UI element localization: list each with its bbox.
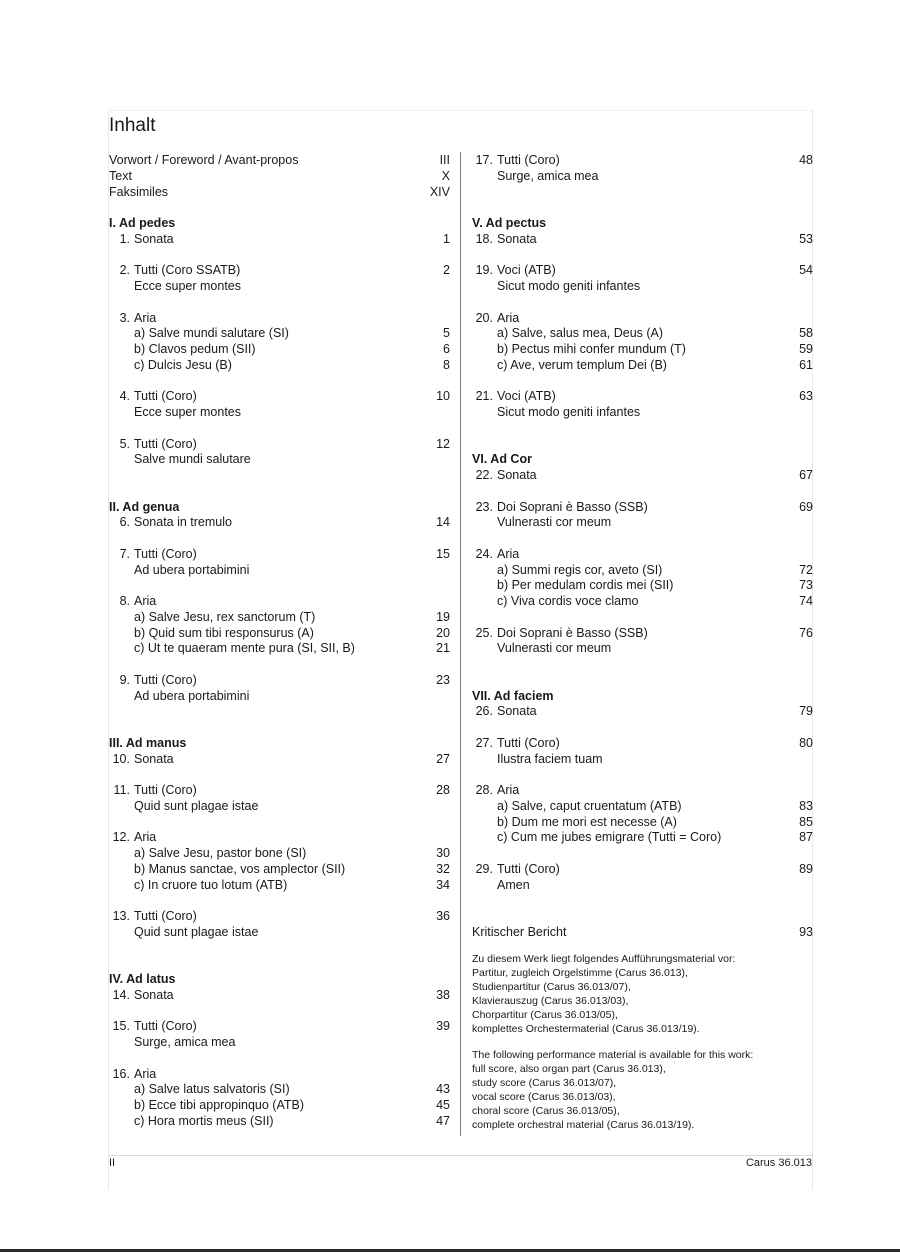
toc-entry-title: a) Salve, salus mea, Deus (A) <box>497 326 664 341</box>
toc-entry <box>109 987 450 1003</box>
footer-catalog-number: Carus 36.013 <box>745 1157 812 1169</box>
toc-entry <box>472 751 813 767</box>
toc-entry <box>109 672 450 688</box>
toc-entry-title: Tutti (Coro SSATB) <box>134 263 241 278</box>
toc-page-number: 47 <box>436 1113 450 1128</box>
toc-entry <box>109 625 450 641</box>
toc-entry-title: a) Salve Jesu, pastor bone (SI) <box>134 846 307 860</box>
toc-entry-number: 11. <box>113 783 130 797</box>
toc-page-number: III <box>439 153 450 167</box>
toc-entry-number: 27. <box>475 735 493 750</box>
toc-entry-title: Quid sunt plagae istae <box>134 924 259 939</box>
toc-entry <box>109 562 450 578</box>
toc-section-heading <box>472 215 813 231</box>
toc-entry-title: Sicut modo geniti infantes <box>497 405 641 419</box>
page-title: Inhalt <box>109 115 156 136</box>
performance-material-notes-en <box>472 1048 813 1132</box>
toc-entry-title: Kritischer Bericht <box>472 924 567 939</box>
toc-page-number: 14 <box>436 515 450 530</box>
toc-entry <box>472 546 813 562</box>
toc-page-number: 48 <box>799 153 813 167</box>
toc-entry-title: Tutti (Coro) <box>134 1019 197 1034</box>
toc-page-number: 12 <box>436 436 450 451</box>
toc-entry <box>109 1097 450 1113</box>
toc-page-number: 87 <box>799 830 813 845</box>
toc-page-number: 67 <box>799 468 813 482</box>
toc-page-number: 89 <box>799 861 813 876</box>
toc-entry-title: Sonata <box>134 987 174 1002</box>
toc-entry-title: b) Clavos pedum (SII) <box>134 342 256 356</box>
toc-entry-title: Sonata <box>497 704 537 719</box>
toc-section-title: VII. Ad faciem <box>472 688 554 703</box>
toc-page-number: XIV <box>429 184 450 199</box>
toc-entry-number: 8. <box>119 594 130 608</box>
note-line: The following performance material is available for this work: <box>472 1049 754 1061</box>
toc-entry <box>109 924 450 940</box>
note-line: choral score (Carus 36.013/05), <box>472 1105 620 1117</box>
toc-page-number: 69 <box>799 499 813 514</box>
toc-section-title: II. Ad genua <box>109 499 180 514</box>
toc-entry-title: b) Quid sum tibi responsurus (A) <box>134 625 314 640</box>
toc-entry <box>109 231 450 247</box>
toc-entry <box>109 798 450 814</box>
toc-entry <box>109 168 450 184</box>
toc-entry-number: 23. <box>475 499 493 514</box>
toc-section-heading <box>472 451 813 467</box>
toc-page-number: 74 <box>799 594 813 608</box>
toc-section-heading <box>109 735 450 751</box>
note-line: komplettes Orchestermaterial (Carus 36.013/19). <box>472 1023 700 1035</box>
toc-entry-title: Tutti (Coro) <box>134 909 197 923</box>
toc-entry-title: Vorwort / Foreword / Avant-propos <box>109 153 299 167</box>
footer-rule <box>108 1155 813 1156</box>
toc-entry <box>472 388 813 404</box>
toc-page-number: 58 <box>799 326 813 341</box>
toc-entry-title: b) Manus sanctae, vos amplector (SII) <box>134 861 346 876</box>
toc-entry <box>472 499 813 515</box>
toc-entry-title: Tutti (Coro) <box>497 861 560 876</box>
toc-page-number: 5 <box>443 326 450 341</box>
toc-entry-title: Ilustra faciem tuam <box>497 751 603 766</box>
toc-entry <box>472 877 813 893</box>
toc-entry-title: b) Ecce tibi appropinquo (ATB) <box>134 1098 304 1112</box>
toc-entry-number: 21. <box>475 389 493 404</box>
toc-entry <box>109 845 450 861</box>
toc-entry-title: c) Ut te quaeram mente pura (SI, SII, B) <box>134 641 355 656</box>
toc-entry-number: 9. <box>119 672 130 687</box>
toc-entry-title: Tutti (Coro) <box>134 436 197 451</box>
toc-page-number: 20 <box>436 625 450 640</box>
toc-entry <box>472 782 813 798</box>
toc-entry-title: a) Summi regis cor, aveto (SI) <box>497 562 663 577</box>
toc-entry-number: 25. <box>475 625 493 640</box>
toc-entry <box>109 609 450 625</box>
toc-page-number: 61 <box>799 357 813 372</box>
toc-page-number: 72 <box>799 562 813 577</box>
toc-entry-number: 4. <box>119 389 130 404</box>
toc-entry-title: Aria <box>134 594 157 608</box>
toc-entry-title: Sonata <box>497 468 537 482</box>
toc-entry <box>472 924 813 940</box>
toc-entry-title: Tutti (Coro) <box>134 389 197 404</box>
toc-page-number: 32 <box>436 861 450 876</box>
toc-section-title: VI. Ad Cor <box>472 452 532 467</box>
toc-entry-title: Vulnerasti cor meum <box>497 515 612 530</box>
toc-entry <box>109 436 450 452</box>
toc-page-number: 80 <box>799 735 813 750</box>
toc-entry-title: Sonata <box>497 231 537 246</box>
toc-entry-title: c) Cum me jubes emigrare (Tutti = Coro) <box>497 830 722 845</box>
toc-entry <box>109 325 450 341</box>
toc-entry-number: 18. <box>475 231 493 246</box>
toc-page-number: 30 <box>436 846 450 860</box>
toc-entry <box>109 184 450 200</box>
toc-entry-title: Doi Soprani è Basso (SSB) <box>497 499 648 514</box>
toc-entry-number: 14. <box>112 987 130 1002</box>
toc-entry-title: Sicut modo geniti infantes <box>497 279 641 293</box>
toc-entry-title: Amen <box>497 877 530 892</box>
toc-entry <box>109 1113 450 1129</box>
toc-entry <box>472 861 813 877</box>
toc-section-heading <box>109 971 450 987</box>
toc-entry-title: c) Ave, verum templum Dei (B) <box>497 357 667 372</box>
toc-entry <box>109 908 450 924</box>
toc-entry-number: 5. <box>119 436 130 451</box>
toc-entry <box>109 829 450 845</box>
footer-page-number: II <box>109 1157 116 1169</box>
toc-page-number: 27 <box>436 751 450 766</box>
toc-entry <box>472 168 813 184</box>
toc-entry-title: c) Dulcis Jesu (B) <box>134 357 232 372</box>
toc-entry <box>109 1066 450 1082</box>
toc-entry-number: 15. <box>112 1019 130 1034</box>
toc-entry-title: Aria <box>134 830 157 845</box>
toc-page-number: 21 <box>436 641 450 656</box>
toc-entry-number: 16. <box>112 1066 130 1081</box>
toc-page-number: 19 <box>436 609 450 624</box>
toc-entry-title: a) Salve latus salvatoris (SI) <box>134 1082 290 1097</box>
toc-page-number: 83 <box>799 798 813 813</box>
toc-entry-title: Aria <box>497 310 520 325</box>
note-line: Partitur, zugleich Orgelstimme (Carus 36.013), <box>472 967 688 979</box>
toc-page-number: 15 <box>436 546 450 561</box>
toc-entry <box>472 577 813 593</box>
toc-entry <box>472 735 813 751</box>
toc-page-number: 28 <box>436 783 450 797</box>
toc-page-number: 34 <box>436 877 450 892</box>
toc-entry-title: Surge, amica mea <box>497 168 599 183</box>
toc-entry-number: 2. <box>119 263 130 278</box>
toc-entry-number: 3. <box>119 310 130 325</box>
toc-entry-number: 7. <box>119 546 130 561</box>
toc-entry <box>472 829 813 845</box>
toc-entry <box>109 1034 450 1050</box>
toc-entry <box>472 262 813 278</box>
toc-entry-number: 29. <box>475 861 493 876</box>
toc-entry <box>472 814 813 830</box>
toc-entry-number: 12. <box>112 830 130 845</box>
toc-entry-title: Voci (ATB) <box>497 263 556 278</box>
toc-section-title: I. Ad pedes <box>109 216 176 230</box>
toc-entry <box>109 341 450 357</box>
toc-entry <box>472 404 813 420</box>
toc-entry <box>109 357 450 373</box>
toc-entry <box>109 1018 450 1034</box>
toc-page-number: 1 <box>443 231 450 246</box>
toc-entry-title: Aria <box>497 546 520 561</box>
toc-page-number: 23 <box>436 672 450 687</box>
toc-entry-title: Aria <box>134 1066 157 1081</box>
toc-entry-title: Ad ubera portabimini <box>134 688 250 703</box>
toc-entry-number: 22. <box>475 468 493 482</box>
toc-section-title: V. Ad pectus <box>472 216 547 230</box>
toc-page-number: 63 <box>799 389 813 404</box>
toc-entry <box>109 1081 450 1097</box>
toc-entry-title: Sonata in tremulo <box>134 515 232 530</box>
toc-entry-title: Tutti (Coro) <box>134 672 197 687</box>
toc-entry-title: Aria <box>134 310 157 325</box>
toc-page-number: 38 <box>436 987 450 1002</box>
toc-entry-title: Faksimiles <box>109 184 169 199</box>
toc-entry <box>109 262 450 278</box>
toc-entry <box>472 593 813 609</box>
toc-section-heading <box>109 499 450 515</box>
note-line: study score (Carus 36.013/07), <box>472 1077 617 1089</box>
toc-entry <box>109 278 450 294</box>
toc-entry <box>109 593 450 609</box>
toc-entry-title: Voci (ATB) <box>497 389 556 404</box>
toc-entry <box>109 861 450 877</box>
toc-entry-title: Sonata <box>134 751 174 766</box>
page-frame-top <box>108 110 813 111</box>
toc-entry <box>472 467 813 483</box>
toc-entry <box>472 231 813 247</box>
toc-section-heading <box>109 215 450 231</box>
toc-page-number: X <box>441 168 450 183</box>
toc-entry-title: b) Pectus mihi confer mundum (T) <box>497 342 686 356</box>
toc-entry-number: 19. <box>475 263 493 278</box>
toc-entry-title: a) Salve Jesu, rex sanctorum (T) <box>134 609 316 624</box>
toc-entry <box>472 798 813 814</box>
toc-entry-number: 24. <box>475 546 493 561</box>
note-line: complete orchestral material (Carus 36.013/19). <box>472 1119 695 1131</box>
toc-entry-number: 6. <box>119 515 130 530</box>
toc-entry <box>472 357 813 373</box>
toc-entry-title: Text <box>109 168 132 183</box>
toc-page-number: 36 <box>436 909 450 923</box>
toc-page-number: 39 <box>436 1019 450 1034</box>
toc-entry-number: 1. <box>119 231 130 246</box>
toc-entry <box>472 640 813 656</box>
toc-page-number: 43 <box>436 1082 450 1097</box>
toc-entry-number: 20. <box>475 310 493 325</box>
toc-page-number: 6 <box>443 342 450 356</box>
toc-entry-title: Ecce super montes <box>134 279 241 293</box>
toc-entry-title: Ad ubera portabimini <box>134 562 250 577</box>
toc-page-number: 45 <box>436 1098 450 1112</box>
toc-entry-title: b) Dum me mori est necesse (A) <box>497 814 677 829</box>
toc-section-title: III. Ad manus <box>109 735 187 750</box>
toc-entry <box>472 703 813 719</box>
toc-entry <box>109 388 450 404</box>
toc-entry-title: Tutti (Coro) <box>497 153 560 167</box>
toc-entry <box>472 310 813 326</box>
toc-entry-title: Tutti (Coro) <box>497 735 560 750</box>
toc-entry <box>472 278 813 294</box>
note-line: Studienpartitur (Carus 36.013/07), <box>472 981 631 993</box>
toc-page-number: 53 <box>799 231 813 246</box>
toc-entry <box>109 514 450 530</box>
toc-entry-title: Tutti (Coro) <box>134 783 197 797</box>
note-line: Klavierauszug (Carus 36.013/03), <box>472 995 629 1007</box>
toc-page-number: 10 <box>436 389 450 404</box>
toc-entry <box>109 640 450 656</box>
toc-entry-title: a) Salve, caput cruentatum (ATB) <box>497 798 682 813</box>
toc-entry <box>472 514 813 530</box>
toc-entry-number: 17. <box>475 153 493 167</box>
toc-page-number: 85 <box>799 814 813 829</box>
column-divider <box>460 152 461 1136</box>
toc-page-number: 79 <box>799 704 813 719</box>
toc-section-title: IV. Ad latus <box>109 972 176 986</box>
toc-entry-title: Aria <box>497 783 520 797</box>
toc-entry <box>472 562 813 578</box>
toc-entry-title: c) Hora mortis meus (SII) <box>134 1113 274 1128</box>
toc-entry-title: Surge, amica mea <box>134 1035 236 1049</box>
note-line: Zu diesem Werk liegt folgendes Aufführungsmaterial vor: <box>472 953 736 965</box>
toc-entry <box>472 325 813 341</box>
toc-entry <box>109 782 450 798</box>
toc-entry-number: 26. <box>475 704 493 719</box>
toc-entry <box>109 310 450 326</box>
toc-entry <box>109 404 450 420</box>
toc-page-number: 73 <box>799 578 813 593</box>
note-line: full score, also organ part (Carus 36.013), <box>472 1063 666 1075</box>
toc-page-number: 76 <box>799 625 813 640</box>
toc-entry-title: a) Salve mundi salutare (SI) <box>134 326 289 341</box>
toc-entry-title: Tutti (Coro) <box>134 546 197 561</box>
toc-entry-title: Vulnerasti cor meum <box>497 641 612 656</box>
toc-page-number: 8 <box>443 357 450 372</box>
toc-entry-title: Ecce super montes <box>134 405 241 419</box>
toc-entry-title: Sonata <box>134 231 174 246</box>
toc-entry <box>472 341 813 357</box>
toc-section-heading <box>472 688 813 704</box>
toc-entry-title: Doi Soprani è Basso (SSB) <box>497 625 648 640</box>
toc-page-number: 59 <box>799 342 813 356</box>
toc-entry <box>109 751 450 767</box>
toc-entry-number: 28. <box>475 783 493 797</box>
toc-entry <box>109 152 450 168</box>
toc-entry-title: b) Per medulam cordis mei (SII) <box>497 578 674 593</box>
toc-entry-title: c) In cruore tuo lotum (ATB) <box>134 877 288 892</box>
toc-entry <box>109 688 450 704</box>
toc-page-number: 54 <box>799 263 813 278</box>
toc-entry-number: 10. <box>112 751 130 766</box>
toc-entry <box>109 546 450 562</box>
toc-entry-title: c) Viva cordis voce clamo <box>497 594 639 608</box>
toc-entry <box>109 877 450 893</box>
toc-entry <box>472 625 813 641</box>
performance-material-notes-de <box>472 952 813 1036</box>
toc-page-number: 93 <box>799 924 813 939</box>
toc-entry-number: 13. <box>112 909 130 923</box>
note-line: vocal score (Carus 36.013/03), <box>472 1091 616 1103</box>
toc-entry-title: Quid sunt plagae istae <box>134 798 259 813</box>
toc-entry <box>109 451 450 467</box>
note-line: Chorpartitur (Carus 36.013/05), <box>472 1009 618 1021</box>
toc-entry <box>472 152 813 168</box>
toc-page-number: 2 <box>443 263 450 278</box>
toc-entry-title: Salve mundi salutare <box>134 452 251 467</box>
